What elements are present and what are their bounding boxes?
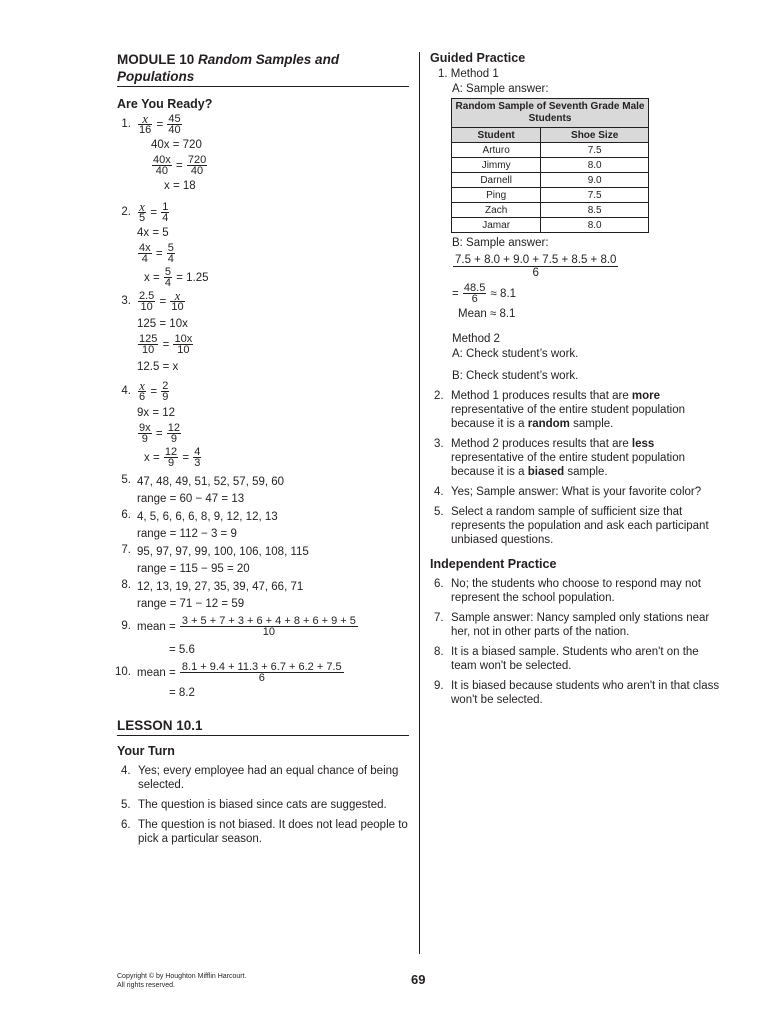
problem-9 xyxy=(117,615,409,659)
mean-answer: = 5.6 xyxy=(169,644,195,656)
answer-item: 7. Sample answer: Nancy sampled only stations near her, not in other parts of the nation. xyxy=(434,612,710,638)
problem-number: 4. xyxy=(121,385,131,397)
equation: $\frac{125}{10}$ = $\frac{10x}{10}$ xyxy=(139,333,193,357)
table-row: Arturo 7.5 xyxy=(452,143,649,158)
answer-item: 5. Select a random sample of sufficient size that represents the population and ask each participant unbiased questions. xyxy=(434,506,709,546)
method-2-a: A: Check student’s work. xyxy=(452,348,579,360)
problem-4 xyxy=(117,380,409,470)
mean-equation: mean = $\frac{8.1 + 9.4 + 11.3 + 6.7 + 6.2 + 7.5}{6}$ xyxy=(137,661,342,685)
table-caption: Random Sample of Seventh Grade Male Students xyxy=(452,99,649,128)
equation: 4x = 5 xyxy=(137,227,169,239)
answer-item: 4. Yes; every employee had an equal chance of being selected. xyxy=(121,765,399,791)
module-label: MODULE 10 xyxy=(117,52,195,67)
problem-5 xyxy=(117,474,409,508)
answer-item: 6. The question is not biased. It does not lead people to pick a particular season. xyxy=(121,819,408,845)
problem-2 xyxy=(117,201,409,290)
problem-1 xyxy=(117,113,409,195)
lesson-title xyxy=(117,717,409,734)
equation: $\frac{9x}{9}$ = $\frac{12}{9}$ xyxy=(139,422,180,446)
problem-10 xyxy=(117,661,409,702)
problem-number: 10. xyxy=(115,666,131,678)
module-rule xyxy=(117,86,409,87)
equation: $\frac{x}{5}$ = $\frac{1}{4}$ xyxy=(139,200,169,225)
left-column xyxy=(117,50,409,852)
answer-item: 8. It is a biased sample. Students who aren't on the team won't be selected. xyxy=(434,646,699,672)
equation: 125 = 10x xyxy=(137,318,188,330)
problem-number: 7. xyxy=(121,544,131,556)
equation: $\frac{40x}{40}$ = $\frac{720}{40}$ xyxy=(153,154,207,178)
problem-number: 8. xyxy=(121,579,131,591)
problem-6 xyxy=(117,509,409,543)
answer-item: 2. Method 1 produces results that are more representative of the entire student population because it is a random sample. xyxy=(434,390,685,430)
table-row: Jamar 8.0 xyxy=(452,218,649,233)
copyright-notice: Copyright © by Houghton Mifflin Harcourt. All rights reserved. xyxy=(117,973,247,989)
answer-item: 6. No; the students who choose to respond may not represent the school population. xyxy=(434,578,701,604)
range-answer: range = 60 − 47 = 13 xyxy=(137,493,245,505)
problem-number: 3. xyxy=(121,295,131,307)
sample-answer-a: A: Sample answer: xyxy=(452,83,549,95)
column-divider xyxy=(419,52,420,954)
table-row: Darnell 9.0 xyxy=(452,173,649,188)
range-answer: range = 115 − 95 = 20 xyxy=(137,563,250,575)
equation: $\frac{x}{6}$ = $\frac{2}{9}$ xyxy=(139,379,169,404)
equation: $\frac{4x}{4}$ = $\frac{5}{4}$ xyxy=(139,242,174,266)
lesson-label: LESSON 10.1 xyxy=(117,718,203,733)
right-column xyxy=(430,50,720,713)
module-title xyxy=(117,51,409,85)
table-header: Student xyxy=(452,128,541,143)
equation: 9x = 12 xyxy=(137,407,176,419)
problem-number: 2. xyxy=(121,206,131,218)
table-row: Ping 7.5 xyxy=(452,188,649,203)
mean-computation: $\frac{7.5 + 8.0 + 9.0 + 7.5 + 8.5 + 8.0}{6}$ xyxy=(455,254,617,279)
data-list: 95, 97, 97, 99, 100, 106, 108, 115 xyxy=(137,546,309,558)
module-subtitle: Random Samples and Populations xyxy=(117,52,340,84)
data-list: 47, 48, 49, 51, 52, 57, 59, 60 xyxy=(137,476,285,488)
problem-8 xyxy=(117,579,409,613)
your-turn-heading: Your Turn xyxy=(117,744,175,758)
method-2-b: B: Check student’s work. xyxy=(452,370,579,382)
answer-item: 9. It is biased because students who aren't in that class won't be selected. xyxy=(434,680,720,706)
data-list: 12, 13, 19, 27, 35, 39, 47, 66, 71 xyxy=(137,581,304,593)
equation: $\frac{2.5}{10}$ = $\frac{x}{10}$ xyxy=(139,289,184,314)
equation: x = 18 xyxy=(164,180,196,192)
independent-practice-heading: Independent Practice xyxy=(430,557,557,571)
mean-result: = $\frac{48.5}{6}$ ≈ 8.1 xyxy=(452,282,517,306)
are-you-ready-heading: Are You Ready? xyxy=(117,97,213,111)
lesson-rule xyxy=(117,735,409,736)
method-2-label: Method 2 xyxy=(452,333,500,345)
sample-answer-b: B: Sample answer: xyxy=(452,237,549,249)
answer-item: 5. The question is biased since cats are suggested. xyxy=(121,799,387,811)
problem-number: 5. xyxy=(121,474,131,486)
mean-answer: = 8.2 xyxy=(169,687,195,699)
table-row: Jimmy 8.0 xyxy=(452,158,649,173)
equation: 12.5 = x xyxy=(137,361,179,373)
equation: x = $\frac{12}{9}$ = $\frac{4}{3}$ xyxy=(144,446,201,470)
problem-7 xyxy=(117,544,409,578)
answer-item: 4. Yes; Sample answer: What is your favorite color? xyxy=(434,486,702,498)
shoe-size-table xyxy=(451,98,649,233)
equation: x = $\frac{5}{4}$ = 1.25 xyxy=(144,266,209,290)
problem-number: 1. xyxy=(121,118,131,130)
problem-number: 9. xyxy=(121,620,131,632)
table-row: Zach 8.5 xyxy=(452,203,649,218)
problem-number: 6. xyxy=(121,509,131,521)
table-header: Shoe Size xyxy=(541,128,649,143)
equation: $\frac{x}{16}$ = $\frac{45}{40}$ xyxy=(139,112,181,137)
page-number: 69 xyxy=(411,972,426,987)
mean-equation: mean = $\frac{3 + 5 + 7 + 3 + 6 + 4 + 8 + 6 + 9 + 5}{10}$ xyxy=(137,615,356,639)
data-list: 4, 5, 6, 6, 6, 8, 9, 12, 12, 13 xyxy=(137,511,278,523)
range-answer: range = 112 − 3 = 9 xyxy=(137,528,237,540)
mean-label: Mean ≈ 8.1 xyxy=(458,308,516,320)
answer-item: 3. Method 2 produces results that are less representative of the entire student population because it is a biased sample. xyxy=(434,438,685,478)
problem-3 xyxy=(117,290,409,376)
range-answer: range = 71 − 12 = 59 xyxy=(137,598,245,610)
equation: 40x = 720 xyxy=(151,139,202,151)
method-1-label: 1. Method 1 xyxy=(438,68,499,80)
guided-practice-heading: Guided Practice xyxy=(430,51,526,65)
